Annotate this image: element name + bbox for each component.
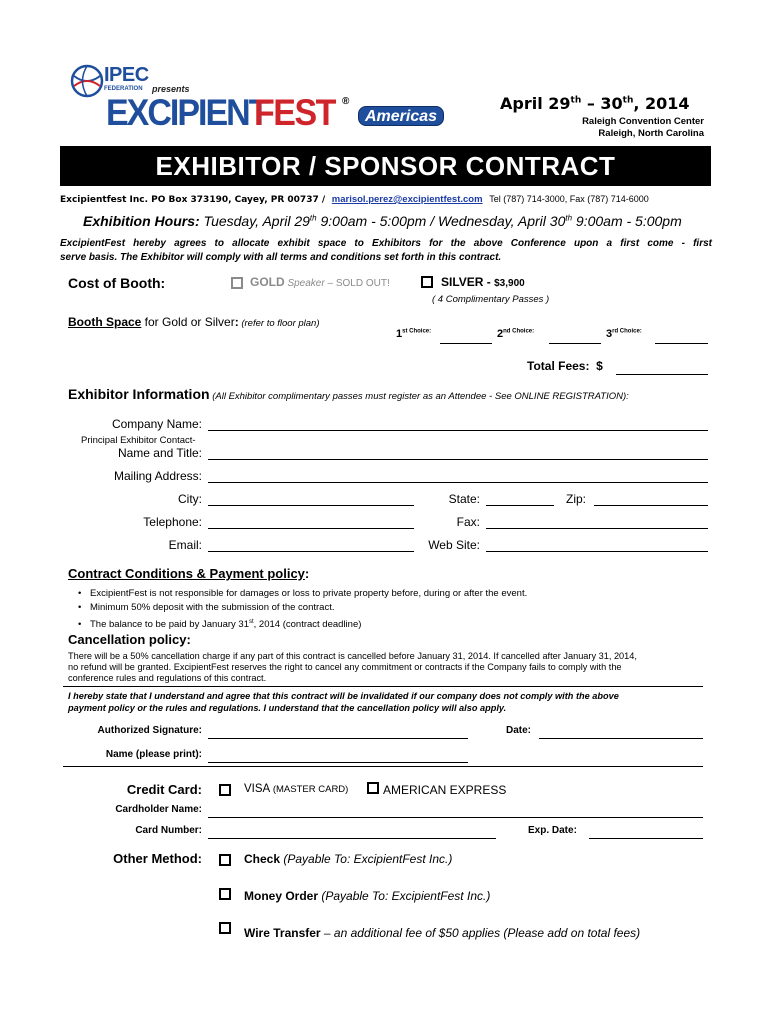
booth-space-label: Booth Space for Gold or Silver: (refer to floor plan) [68,315,320,329]
state-field[interactable] [486,505,554,506]
first-choice-field[interactable] [440,343,492,344]
zip-label: Zip: [566,492,587,506]
company-name-field[interactable] [208,430,708,431]
city-field[interactable] [208,505,414,506]
conditions-heading: Contract Conditions & Payment policy: [68,566,310,581]
conditions-list [78,587,527,632]
check-checkbox[interactable] [219,854,231,866]
visa-checkbox[interactable] [219,784,231,796]
state-label: State: [448,492,480,506]
logo-presents: presents [152,84,190,94]
cardholder-name-label: Cardholder Name: [115,804,202,815]
exhibitor-info-heading: Exhibitor Information (All Exhibitor complimentary passes must register as an Attendee - See ONLINE REGISTRATION): [68,386,629,402]
contact-email-link[interactable]: marisol.perez@excipientfest.com [331,194,483,205]
date-label: Date: [506,725,532,736]
event-venue: Raleigh Convention Center [582,116,704,127]
city-label: City: [178,492,202,506]
website-label: Web Site: [428,538,480,552]
logo-region: Americas [358,106,444,126]
bullet-icon: • [78,619,82,631]
contact-org: Excipientfest Inc. PO Box 373190, Cayey, PR 00737 / [60,195,326,205]
telephone-field[interactable] [208,528,414,529]
second-choice-label: $2^{nd Choice:}$ [497,328,535,340]
agreement-text: I hereby state that I understand and agree that this contract will be invalidated if our company does not comply with the above payment policy or the rules and regulations. I understand that the cancellation policy will also apply. [68,691,619,713]
logo-main-excipient: EXCIPIENT [106,92,268,134]
divider [63,766,703,767]
contact-phones: Tel (787) 714-3000, Fax (787) 714-6000 [489,194,649,204]
amex-checkbox[interactable] [367,782,379,794]
zip-field[interactable] [594,505,708,506]
card-number-field[interactable] [208,838,496,839]
gold-checkbox[interactable] [231,277,243,289]
silver-passes-note: ( 4 Complimentary Passes ) [432,294,550,305]
bullet-icon: • [78,588,82,599]
silver-checkbox[interactable] [421,276,433,288]
cancellation-heading: Cancellation policy: [68,632,191,647]
silver-option: SILVER - $3,900 [441,275,525,289]
telephone-label: Telephone: [143,515,202,529]
mailing-address-field[interactable] [208,482,708,483]
mailing-address-label: Mailing Address: [113,469,202,483]
list-item: • Minimum 50% deposit with the submission of the contract. [78,602,335,613]
wire-transfer-checkbox[interactable] [219,922,231,934]
title-bar [60,146,711,186]
logo-org-sub: FEDERATION [104,86,143,92]
fax-label: Fax: [456,515,480,529]
gold-option: GOLD Speaker – SOLD OUT! [250,275,390,289]
cardholder-name-field[interactable] [208,817,703,818]
name-title-field[interactable] [208,459,708,460]
email-label: Email: [168,538,202,552]
page-title: EXHIBITOR / SPONSOR CONTRACT [155,151,616,181]
email-field[interactable] [208,551,414,552]
exhibition-hours: Exhibition Hours: Tuesday, April 29th 9:00am - 5:00pm / Wednesday, April 30th 9:00am - 5:00pm [83,213,682,229]
logo-org: IPEC [104,64,149,86]
list-item: • The balance to be paid by January 31st, 2014 (contract deadline) [78,619,362,631]
money-order-checkbox[interactable] [219,888,231,900]
name-title-label: Name and Title: [117,446,202,460]
website-field[interactable] [486,551,708,552]
intro-text: ExcipientFest hereby agrees to allocate exhibit space to Exhibitors for the above Conference upon a first come - first serve basis. The Exhibitor will comply with all terms and conditions set forth in this contract. [60,238,712,263]
first-choice-label: $1^{st Choice:}$ [396,328,432,340]
authorized-signature-field[interactable] [208,738,468,739]
list-item: • ExcipientFest is not responsible for damages or loss to private property before, during or after the event. [78,588,528,599]
cancellation-text: There will be a 50% cancellation charge if any part of this contract is cancelled before January 31, 2014. If cancelled after January 31, 2014, no refund will be granted. ExcipientFest reserves the right to cancel any commitment or contracts if the Company fails to comply with the conference rules and regulations of this contract. [68,651,637,683]
third-choice-label: $3^{rd Choice:}$ [606,328,642,340]
exp-date-field[interactable] [589,838,703,839]
credit-card-label: Credit Card: [126,782,202,797]
cost-of-booth-label: Cost of Booth: [68,275,166,291]
logo-main-fest: FEST [254,92,335,134]
total-fees-field[interactable] [616,374,708,375]
other-method-label: Other Method: [113,851,202,866]
total-fees-label: Total Fees: $ [527,359,603,373]
company-name-label: Company Name: [111,417,202,431]
exp-date-label: Exp. Date: [528,825,577,836]
date-field[interactable] [539,738,703,739]
event-city: Raleigh, North Carolina [598,128,704,139]
amex-option: AMERICAN EXPRESS [383,783,507,797]
print-name-label: Name (please print): [105,749,202,760]
check-option: Check (Payable To: ExcipientFest Inc.) [244,852,453,866]
third-choice-field[interactable] [655,343,708,344]
logo-registered: ® [342,96,350,107]
bullet-icon: • [78,602,82,613]
principal-contact-label: Principal Exhibitor Contact- [81,435,196,446]
second-choice-field[interactable] [549,343,601,344]
visa-option: VISA (MASTER CARD) [244,783,349,795]
contact-line [60,194,649,205]
money-order-option: Money Order (Payable To: ExcipientFest Inc.) [244,889,491,903]
event-dates: April 29th – 30th, 2014 [500,94,690,113]
print-name-field[interactable] [208,762,468,763]
fax-field[interactable] [486,528,708,529]
card-number-label: Card Number: [135,825,202,836]
event-logo [68,62,468,142]
wire-transfer-option: Wire Transfer – an additional fee of $50 applies (Please add on total fees) [244,926,641,940]
ipec-globe-icon [70,64,104,98]
divider [63,686,703,687]
authorized-signature-label: Authorized Signature: [97,725,202,736]
